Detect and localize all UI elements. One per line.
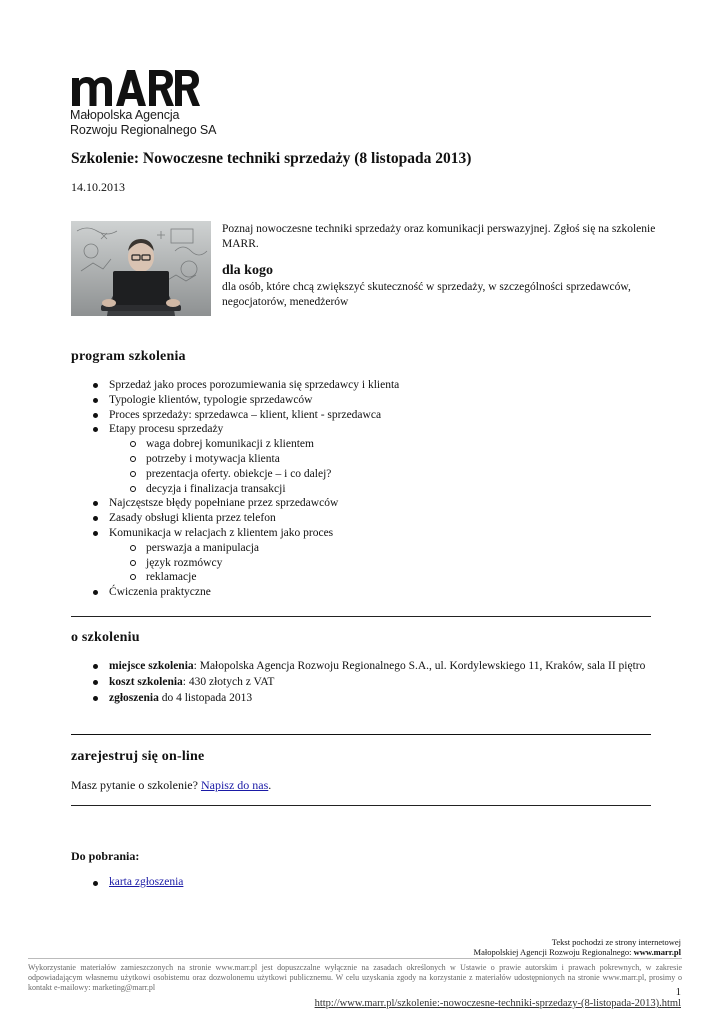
page-url-link[interactable]: http://www.marr.pl/szkolenie:-nowoczesne-techniki-sprzedazy-(8-listopada-2013).html (314, 998, 681, 1009)
downloads-heading: Do pobrania: (71, 849, 140, 863)
question-text: Masz pytanie o szkolenie? (71, 778, 201, 792)
program-subitem: prezentacja oferty. obiekcje – i co dalej? (71, 467, 631, 482)
source-line-1: Tekst pochodzi ze strony internetowej (551, 937, 681, 947)
program-item: Etapy procesu sprzedaży (71, 422, 631, 437)
about-item-value: 430 złotych z VAT (188, 676, 275, 688)
intro-text: Poznaj nowoczesne techniki sprzedaży oraz komunikacji perswazyjnej. Zgłoś się na szkolenie MARR. (222, 223, 656, 250)
about-item (71, 675, 651, 690)
program-subitem: reklamacje (71, 570, 631, 585)
program-heading: program szkolenia (71, 349, 186, 364)
page-number: 1 (675, 987, 681, 998)
marr-logo (70, 66, 270, 138)
program-subitem: język rozmówcy (71, 556, 631, 571)
program-item: Typologie klientów, typologie sprzedawców (71, 393, 631, 408)
program-item: Najczęstsze błędy popełniane przez sprzedawców (71, 496, 631, 511)
program-item: Proces sprzedaży: sprzedawca – klient, klient - sprzedawca (71, 408, 631, 423)
divider (71, 734, 651, 735)
about-item-separator: : (193, 660, 200, 672)
divider (71, 616, 651, 617)
about-item-separator: : (182, 676, 189, 688)
source-site: www.marr.pl (633, 947, 681, 957)
program-subitem: potrzeby i motywacja klienta (71, 452, 631, 467)
program-item: Komunikacja w relacjach z klientem jako proces (71, 526, 631, 541)
question-end: . (268, 778, 272, 792)
about-item (71, 659, 651, 674)
program-subitem: decyzja i finalizacja transakcji (71, 482, 631, 497)
about-item (71, 691, 651, 706)
about-item-label: koszt szkolenia (109, 676, 183, 688)
program-item: Zasady obsługi klienta przez telefon (71, 511, 631, 526)
program-item: Sprzedaż jako proces porozumiewania się sprzedawcy i klienta (71, 378, 631, 393)
downloads-list (71, 876, 183, 888)
program-list (71, 378, 631, 600)
contact-link[interactable]: Napisz do nas (200, 778, 269, 792)
about-item-label: zgłoszenia (109, 692, 159, 704)
page-title: Szkolenie: Nowoczesne techniki sprzedaży (8 listopada 2013) (71, 150, 472, 167)
logo-agency-line2: Rozwoju Regionalnego SA (70, 123, 217, 137)
about-item-value: Małopolska Agencja Rozwoju Regionalnego S.A., ul. Kordylewskiego 11, Kraków, sala II piętro (199, 660, 646, 672)
about-heading: o szkoleniu (71, 630, 140, 645)
man-with-laptop-photo-icon (71, 221, 211, 316)
about-list (71, 659, 651, 707)
register-heading: zarejestruj się on-line (71, 749, 205, 764)
source-line-2 (474, 947, 681, 957)
page-url (315, 998, 681, 1009)
program-item: Ćwiczenia praktyczne (71, 585, 631, 600)
divider (71, 805, 651, 806)
for-whom-heading: dla kogo (222, 263, 273, 278)
question-line (71, 778, 271, 793)
registration-form-link[interactable]: karta zgłoszenia (109, 876, 184, 888)
list-item (71, 876, 183, 888)
about-item-label: miejsce szkolenia (109, 660, 194, 672)
program-subitem: waga dobrej komunikacji z klientem (71, 437, 631, 452)
program-subitem: perswazja a manipulacja (71, 541, 631, 556)
publication-date: 14.10.2013 (71, 180, 125, 194)
about-item-value: do 4 listopada 2013 (161, 692, 253, 704)
marr-wordmark-icon (70, 66, 200, 108)
legal-notice: Wykorzystanie materiałów zamieszczonych na stronie www.marr.pl jest dopuszczalne wyłącznie na zasadach określonych w Ustawie o prawie autorskim i prawach pokrewnych, w zakresie odpowiadającym własnemu użytkowi osobistemu oraz dozwolonemu użytkowi publicznemu. W celu uzyskania zgody na korzystanie z materiałów udostępnionych na stronie www.marr.pl, prosimy o kontakt e-mailowy: marketing@marr.pl (28, 963, 682, 992)
footer-divider (28, 958, 682, 959)
source-prefix: Małopolskiej Agencji Rozwoju Regionalnego: (473, 947, 634, 957)
for-whom-text: dla osób, które chcą zwiększyć skuteczność w sprzedaży, w szczególności sprzedawców, negocjatorów, menedżerów (222, 281, 631, 308)
logo-agency-line1: Małopolska Agencja (70, 108, 180, 122)
